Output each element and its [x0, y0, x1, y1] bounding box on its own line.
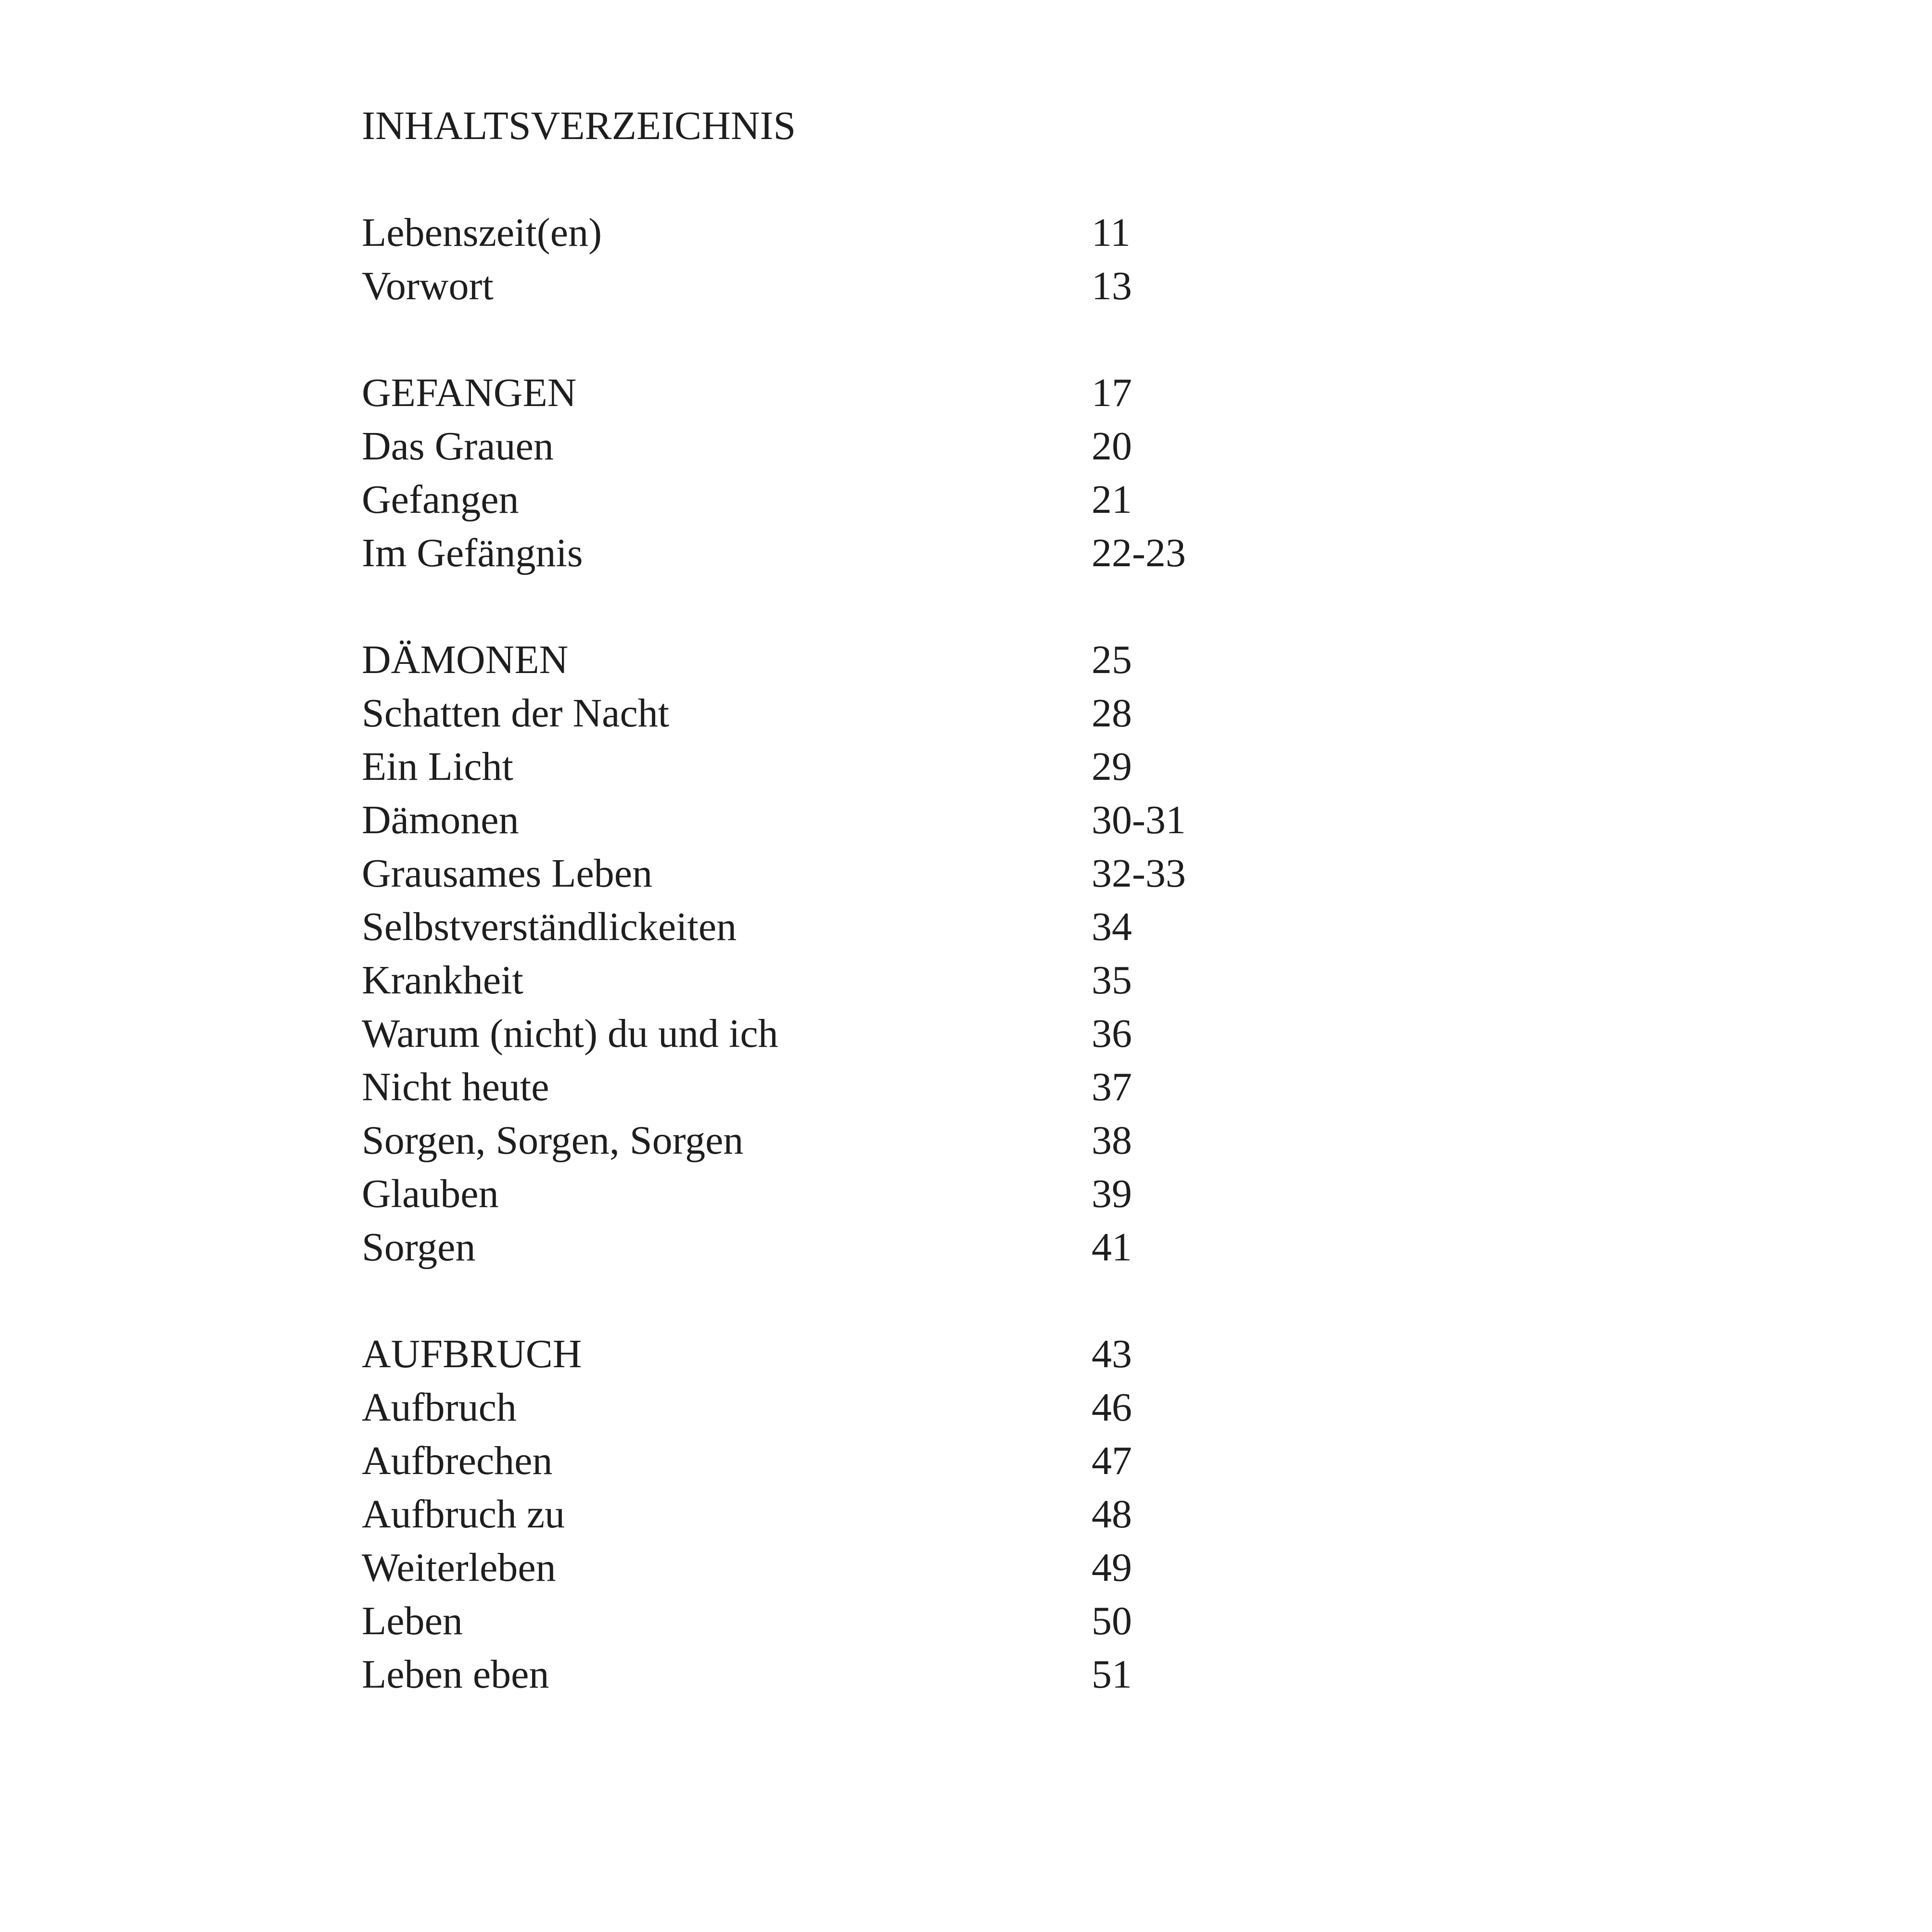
toc-entry-title: Gefangen	[362, 477, 519, 522]
toc-entry-title: Sorgen	[362, 1225, 476, 1270]
toc-entry-page: 50	[1092, 1599, 1132, 1643]
toc-entry	[362, 473, 1372, 526]
toc-entry-title: Selbstverständlickeiten	[362, 904, 737, 949]
toc-entry	[362, 953, 1372, 1007]
toc-entry-page: 21	[1092, 477, 1132, 522]
toc-section-heading	[362, 633, 1372, 686]
toc-entry	[362, 740, 1372, 793]
table-of-contents	[362, 99, 1372, 1701]
toc-entry-title: Schatten der Nacht	[362, 691, 670, 736]
toc-entry-page: 11	[1092, 210, 1131, 255]
toc-entry-title: Warum (nicht) du und ich	[362, 1011, 778, 1056]
toc-heading: INHALTSVERZEICHNIS	[362, 103, 796, 148]
toc-entry	[362, 1114, 1372, 1167]
toc-entry-page: 41	[1092, 1225, 1132, 1270]
toc-entry-page: 35	[1092, 958, 1132, 1003]
toc-entry-title: AUFBRUCH	[362, 1332, 582, 1376]
toc-entry-page: 48	[1092, 1492, 1132, 1537]
toc-entry	[362, 1434, 1372, 1487]
toc-entry	[362, 686, 1372, 740]
toc-entry	[362, 1648, 1372, 1701]
toc-entry-title: Aufbruch zu	[362, 1492, 565, 1537]
toc-entry-page: 34	[1092, 904, 1132, 949]
toc-entry-title: Weiterleben	[362, 1545, 556, 1590]
toc-entry-title: Grausames Leben	[362, 851, 653, 896]
toc-entry	[362, 419, 1372, 473]
toc-entry-page: 30-31	[1092, 798, 1186, 842]
toc-entry-page: 13	[1092, 264, 1132, 308]
toc-entry	[362, 1541, 1372, 1594]
toc-entry-title: Im Gefängnis	[362, 531, 583, 575]
toc-entry-title: Nicht heute	[362, 1065, 549, 1109]
toc-entry-page: 36	[1092, 1011, 1132, 1056]
toc-entry-title: Dämonen	[362, 798, 519, 842]
toc-entry-page: 47	[1092, 1438, 1132, 1483]
toc-entry	[362, 793, 1372, 847]
toc-entry-page: 28	[1092, 691, 1132, 736]
toc-entry-title: Krankheit	[362, 958, 523, 1003]
toc-section-heading	[362, 1327, 1372, 1381]
toc-entry-page: 29	[1092, 744, 1132, 789]
toc-entry-page: 43	[1092, 1332, 1132, 1376]
toc-entry-page: 37	[1092, 1065, 1132, 1109]
toc-entry-title: Aufbrechen	[362, 1438, 553, 1483]
toc-entry-title: Vorwort	[362, 264, 494, 308]
toc-entry	[362, 900, 1372, 953]
toc-entry-title: Aufbruch	[362, 1385, 517, 1430]
toc-entry-title: Ein Licht	[362, 744, 513, 789]
toc-entry-title: Das Grauen	[362, 424, 554, 469]
toc-entry-title: Leben	[362, 1599, 463, 1643]
toc-entry	[362, 206, 1372, 259]
spacer	[362, 1274, 1372, 1327]
spacer	[362, 313, 1372, 366]
toc-entry-page: 39	[1092, 1171, 1132, 1216]
toc-entry-title: Sorgen, Sorgen, Sorgen	[362, 1118, 744, 1163]
spacer	[362, 580, 1372, 633]
toc-entry-page: 51	[1092, 1652, 1132, 1697]
toc-entry-page: 32-33	[1092, 851, 1186, 896]
spacer	[362, 153, 1372, 206]
toc-entry-title: Lebenszeit(en)	[362, 210, 602, 255]
toc-section-heading	[362, 366, 1372, 419]
toc-entry-page: 49	[1092, 1545, 1132, 1590]
toc-entry	[362, 1060, 1372, 1114]
toc-entry-page: 46	[1092, 1385, 1132, 1430]
toc-entry	[362, 1007, 1372, 1060]
toc-entry-page: 25	[1092, 637, 1132, 682]
toc-entry	[362, 1594, 1372, 1648]
toc-entry	[362, 526, 1372, 580]
toc-entry-page: 20	[1092, 424, 1132, 469]
toc-entry-title: DÄMONEN	[362, 637, 569, 682]
toc-entry	[362, 1487, 1372, 1541]
toc-entry	[362, 847, 1372, 900]
toc-entry	[362, 1381, 1372, 1434]
toc-entry-title: Glauben	[362, 1171, 499, 1216]
toc-entry	[362, 1167, 1372, 1220]
toc-entry-page: 38	[1092, 1118, 1132, 1163]
toc-entry-title: GEFANGEN	[362, 370, 577, 415]
toc-entry-title: Leben eben	[362, 1652, 549, 1697]
toc-entry-page: 17	[1092, 370, 1132, 415]
toc-entry	[362, 259, 1372, 313]
toc-entry	[362, 1220, 1372, 1274]
toc-entry-page: 22-23	[1092, 531, 1186, 575]
